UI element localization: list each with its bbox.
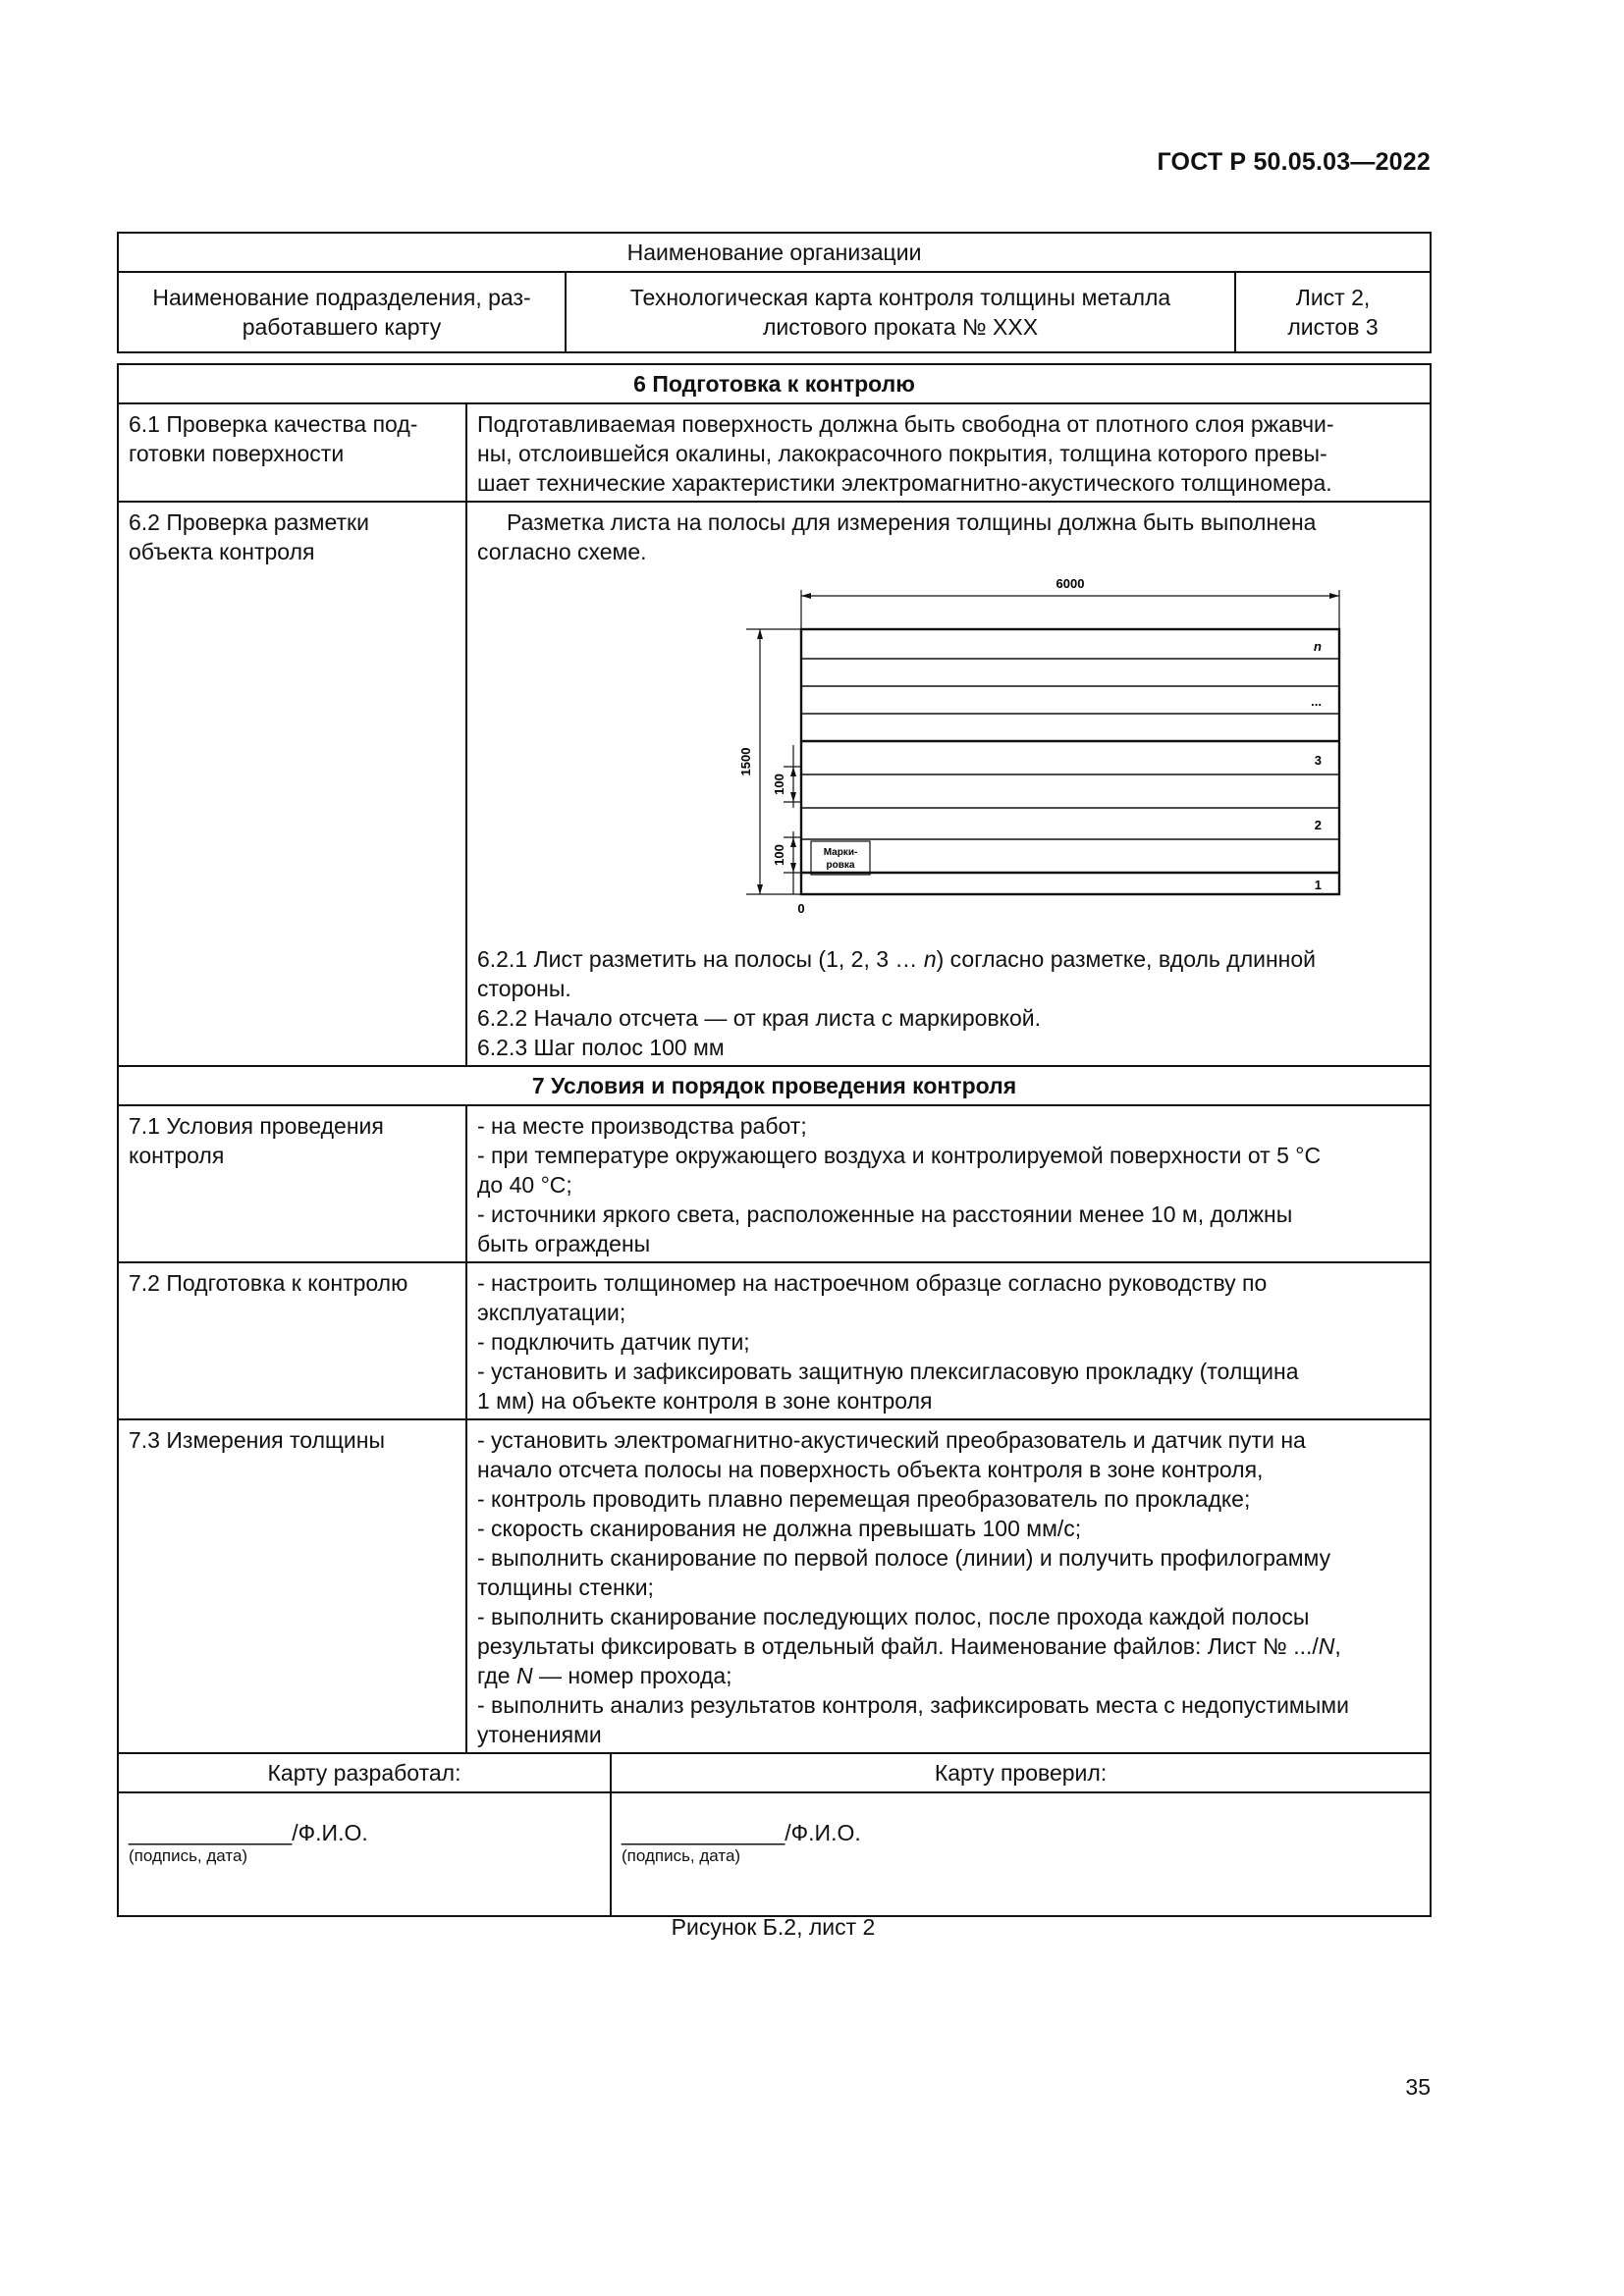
paragraph-6-2-2: 6.2.2 Начало отсчета — от края листа с маркировкой. bbox=[477, 1005, 1042, 1031]
card-header-table bbox=[117, 232, 1432, 353]
scheme-width-label: 1500 bbox=[738, 747, 754, 776]
strip-label-1: 1 bbox=[1314, 878, 1323, 892]
scheme-origin-label: 0 bbox=[797, 901, 805, 916]
scheme-length-label: 6000 bbox=[1056, 576, 1085, 591]
row-7-2-content bbox=[466, 1262, 1431, 1419]
signature-hint: (подпись, дата) bbox=[622, 1846, 741, 1865]
list-item: - подключить датчик пути; bbox=[477, 1329, 750, 1355]
scheme-step-label-upper: 100 bbox=[772, 774, 787, 795]
figure-caption: Рисунок Б.2, лист 2 bbox=[671, 1914, 876, 1940]
signature-line: _____________/Ф.И.О. bbox=[622, 1820, 861, 1845]
scheme-step-label-lower: 100 bbox=[772, 844, 787, 866]
marking-label-line1: Марки- bbox=[823, 847, 858, 858]
list-item: - выполнить сканирование последующих полос, после прохода каждой полосы результаты фиксировать в отдельный файл. Наименование файлов: Лист № .../N, где N — номер прохода; bbox=[477, 1604, 1341, 1688]
row-6-1-text: Подготавливаемая поверхность должна быть свободна от плотного слоя ржавчи- ны, отслоившейся окалины, лакокрасочного покрытия, толщина которого превы- шает технические характеристики электромагнитно-акустического толщиномера. bbox=[466, 403, 1431, 502]
row-6-2-label: 6.2 Проверка разметки объекта контроля bbox=[118, 502, 466, 1066]
strip-label-n: n bbox=[1314, 639, 1323, 654]
row-7-2-label: 7.2 Подготовка к контролю bbox=[118, 1262, 466, 1419]
checker-signature-field bbox=[611, 1792, 1431, 1916]
list-item: - настроить толщиномер на настроечном образце согласно руководству по эксплуатации; bbox=[477, 1270, 1268, 1325]
list-item: - скорость сканирования не должна превышать 100 мм/с; bbox=[477, 1516, 1082, 1541]
list-item: - на месте производства работ; bbox=[477, 1113, 807, 1139]
developed-by-label: Карту разработал: bbox=[118, 1753, 611, 1792]
section-6-title: 6 Подготовка к контролю bbox=[118, 364, 1431, 403]
card-title: Технологическая карта контроля толщины металла листового проката № XXX bbox=[566, 272, 1235, 352]
list-item: - источники яркого света, расположенные на расстоянии менее 10 м, должны быть ограждены bbox=[477, 1201, 1293, 1256]
strip-label-2: 2 bbox=[1314, 818, 1323, 832]
sheet-number: Лист 2, листов 3 bbox=[1235, 272, 1431, 352]
checked-by-label: Карту проверил: bbox=[611, 1753, 1431, 1792]
division-name: Наименование подразделения, раз- работавшего карту bbox=[118, 272, 566, 352]
row-7-3-label: 7.3 Измерения толщины bbox=[118, 1419, 466, 1753]
list-item: - выполнить сканирование по первой полосе (линии) и получить профилограмму толщины стенки; bbox=[477, 1545, 1331, 1600]
marking-label-line2: ровка bbox=[826, 860, 855, 871]
paragraph-6-2-3: 6.2.3 Шаг полос 100 мм bbox=[477, 1035, 725, 1060]
strip-label-ellipsis: ... bbox=[1311, 694, 1323, 709]
row-6-1-label: 6.1 Проверка качества под- готовки поверхности bbox=[118, 403, 466, 502]
row-7-3-content bbox=[466, 1419, 1431, 1753]
developer-signature-field bbox=[118, 1792, 611, 1916]
signature-hint: (подпись, дата) bbox=[129, 1846, 248, 1865]
list-item: - при температуре окружающего воздуха и контролируемой поверхности от 5 °С до 40 °С; bbox=[477, 1143, 1322, 1198]
list-item: - установить и зафиксировать защитную плексигласовую прокладку (толщина 1 мм) на объекте контроля в зоне контроля bbox=[477, 1359, 1299, 1414]
paragraph-6-2-1: 6.2.1 Лист разметить на полосы (1, 2, 3 … n) согласно разметке, вдоль длинной стороны. bbox=[477, 946, 1317, 1001]
list-item: - выполнить анализ результатов контроля, зафиксировать места с недопустимыми утонениями bbox=[477, 1692, 1349, 1747]
page-number: 35 bbox=[1405, 2074, 1431, 2100]
section-7-title: 7 Условия и порядок проведения контроля bbox=[118, 1066, 1431, 1105]
document-code: ГОСТ Р 50.05.03—2022 bbox=[1157, 148, 1431, 176]
marking-scheme bbox=[634, 572, 1323, 916]
row-6-2-content bbox=[466, 502, 1431, 1066]
organization-name: Наименование организации bbox=[118, 233, 1431, 272]
row-7-1-content bbox=[466, 1105, 1431, 1262]
marking-intro: Разметка листа на полосы для измерения толщины должна быть выполнена согласно схеме. bbox=[477, 509, 1317, 564]
card-main-table bbox=[117, 363, 1432, 1917]
list-item: - установить электромагнитно-акустический преобразователь и датчик пути на начало отсчета полосы на поверхность объекта контроля в зоне контроля, bbox=[477, 1427, 1306, 1482]
signature-line: _____________/Ф.И.О. bbox=[129, 1820, 368, 1845]
strip-label-3: 3 bbox=[1314, 753, 1323, 768]
row-7-1-label: 7.1 Условия проведения контроля bbox=[118, 1105, 466, 1262]
list-item: - контроль проводить плавно перемещая преобразователь по прокладке; bbox=[477, 1486, 1251, 1512]
